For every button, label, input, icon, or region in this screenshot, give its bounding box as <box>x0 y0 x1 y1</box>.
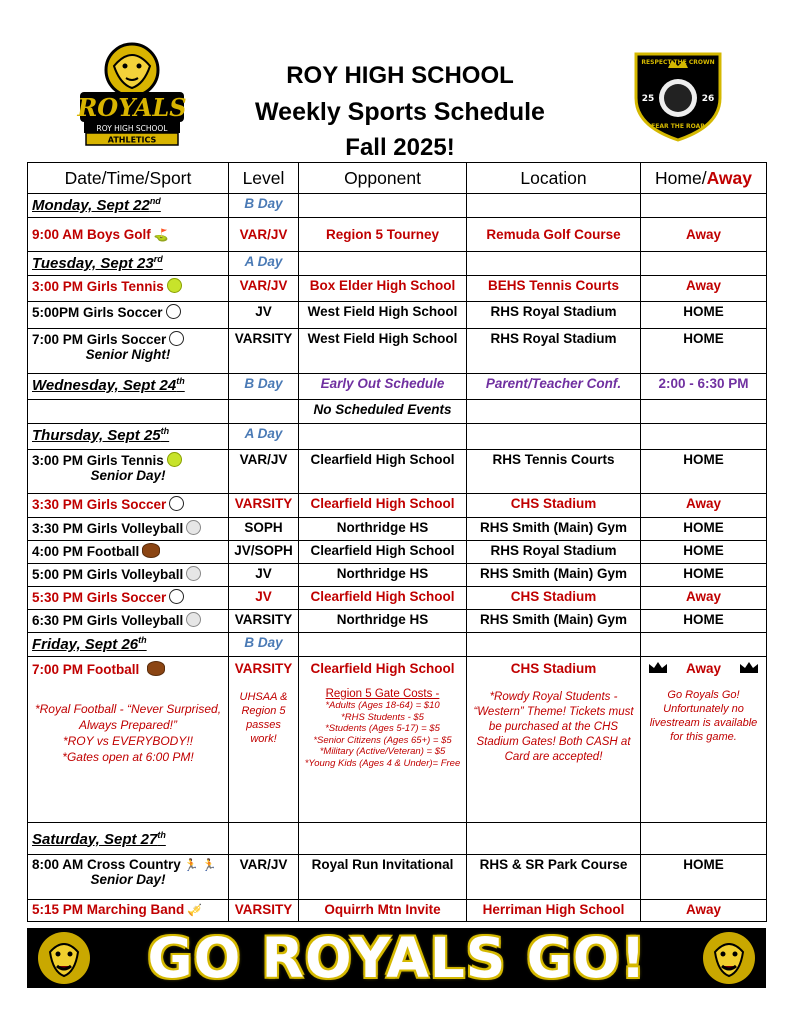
day-text: Monday, Sept 22 <box>32 197 150 214</box>
event-level: JV <box>229 302 299 329</box>
empty-cell <box>641 633 767 657</box>
event-opponent: Northridge HS <box>299 518 467 541</box>
table-row <box>28 587 767 610</box>
event-note: Senior Day! <box>90 468 166 483</box>
banner-text: GO ROYALS GO! <box>147 928 647 988</box>
table-row <box>28 518 767 541</box>
event-note: Senior Day! <box>90 872 166 887</box>
event-level: VAR/JV <box>229 855 299 900</box>
royals-athletics-logo <box>74 36 190 148</box>
location-note: *Rowdy Royal Students - “Western” Theme! Tickets must be purchased at the CHS Stadium Gates! Both CASH at Card are accepted! <box>473 691 634 763</box>
day-suffix: th <box>138 635 147 645</box>
badge-bottom-text: FEAR THE ROAR <box>651 123 705 130</box>
trumpet-icon: 🎺 <box>187 903 203 917</box>
logo-text: ROYALS <box>77 93 187 122</box>
col-header-level: Level <box>229 163 299 194</box>
event-home-away: Away <box>641 900 767 922</box>
game-note: *Royal Football - “Never Surprised, Always Prepared!” <box>34 702 222 732</box>
table-row <box>28 450 767 494</box>
day-tag: B Day <box>229 633 299 657</box>
table-row <box>28 302 767 329</box>
day-text: Friday, Sept 26 <box>32 636 139 653</box>
event-location: RHS Smith (Main) Gym <box>467 518 641 541</box>
event-time <box>28 518 229 541</box>
day-suffix: th <box>160 426 170 436</box>
event-opponent: Clearfield High School <box>299 587 467 610</box>
event-home-away: 2:00 - 6:30 PM <box>641 374 767 400</box>
event-level: VAR/JV <box>229 450 299 494</box>
event-location: RHS Royal Stadium <box>467 329 641 374</box>
season-title: Fall 2025! <box>345 134 455 161</box>
event-home-away: HOME <box>641 518 767 541</box>
event-home-away: HOME <box>641 541 767 564</box>
event-location: RHS & SR Park Course <box>467 855 641 900</box>
empty-cell <box>229 400 299 424</box>
event-level: VARSITY <box>229 900 299 922</box>
event-location: BEHS Tennis Courts <box>467 276 641 302</box>
crown-icon <box>648 661 668 675</box>
event-location: RHS Smith (Main) Gym <box>467 610 641 633</box>
location-text: CHS Stadium <box>510 661 597 676</box>
event-text: 6:30 PM Girls Volleyball <box>32 613 184 628</box>
event-home-away: HOME <box>641 564 767 587</box>
event-time <box>28 587 229 610</box>
event-opponent: Northridge HS <box>299 564 467 587</box>
event-time <box>28 657 229 823</box>
gate-cost-line: *Young Kids (Ages 4 & Under)= Free <box>304 757 461 769</box>
game-note: *ROY vs EVERYBODY!! <box>62 734 194 748</box>
go-royals-banner <box>27 928 766 988</box>
tennis-ball-icon <box>167 278 182 293</box>
empty-cell <box>28 400 229 424</box>
lion-head-icon <box>33 930 95 986</box>
empty-cell <box>299 252 467 276</box>
event-home-away: Away <box>641 587 767 610</box>
day-label <box>28 252 229 276</box>
soccer-ball-icon <box>169 331 184 346</box>
football-icon <box>142 543 160 558</box>
event-text: 7:00 PM Girls Soccer <box>32 332 167 347</box>
day-label <box>28 633 229 657</box>
soccer-ball-icon <box>169 496 184 511</box>
game-note: *Gates open at 6:00 PM! <box>62 750 194 764</box>
table-row <box>28 494 767 518</box>
day-tag: A Day <box>229 252 299 276</box>
golfer-icon: ⛳ <box>153 228 169 242</box>
event-time <box>28 900 229 922</box>
table-row <box>28 610 767 633</box>
header <box>0 0 801 162</box>
event-text: 3:00 PM Girls Tennis <box>32 453 164 468</box>
livestream-note: Go Royals Go! Unfortunately no livestream is available for this game. <box>649 689 758 743</box>
day-suffix: th <box>176 376 185 386</box>
event-time <box>28 276 229 302</box>
day-suffix: th <box>157 829 166 840</box>
empty-cell <box>467 400 641 424</box>
event-opponent: Clearfield High School <box>299 541 467 564</box>
event-opponent: Region 5 Tourney <box>299 218 467 252</box>
day-label <box>28 194 229 218</box>
event-opponent: Northridge HS <box>299 610 467 633</box>
day-row-wednesday <box>28 374 767 400</box>
logo-sub2: ATHLETICS <box>107 135 157 145</box>
crown-icon <box>739 661 759 675</box>
col-header-date: Date/Time/Sport <box>28 163 229 194</box>
empty-cell <box>299 424 467 450</box>
soccer-ball-icon <box>166 304 181 319</box>
event-home-away: Away <box>641 494 767 518</box>
respect-the-crown-badge <box>632 48 724 142</box>
gate-cost-line: *Adults (Ages 18-64) = $10 <box>325 700 440 711</box>
event-time <box>28 218 229 252</box>
table-row <box>28 329 767 374</box>
event-home-away: HOME <box>641 329 767 374</box>
empty-cell <box>467 252 641 276</box>
lion-head-icon <box>698 930 760 986</box>
event-level: SOPH <box>229 518 299 541</box>
event-opponent: Early Out Schedule <box>299 374 467 400</box>
event-time <box>28 450 229 494</box>
event-home-away: HOME <box>641 610 767 633</box>
event-opponent: West Field High School <box>299 329 467 374</box>
day-label <box>28 424 229 450</box>
event-time <box>28 610 229 633</box>
table-row <box>28 276 767 302</box>
schedule-subtitle: Weekly Sports Schedule <box>255 98 545 126</box>
event-text: 3:00 PM Girls Tennis <box>32 279 164 294</box>
event-time <box>28 855 229 900</box>
badge-left-number: 25 <box>641 94 655 104</box>
volleyball-icon <box>186 566 201 581</box>
event-home-away: HOME <box>641 450 767 494</box>
event-level: VARSITY <box>229 610 299 633</box>
empty-cell <box>641 194 767 218</box>
event-text: 8:00 AM Cross Country <box>32 857 181 872</box>
badge-top-text: RESPECT THE CROWN <box>641 59 715 66</box>
day-text: Tuesday, Sept 23 <box>32 255 154 272</box>
empty-cell <box>467 823 641 855</box>
day-suffix: nd <box>149 196 161 206</box>
event-time <box>28 494 229 518</box>
event-location <box>467 657 641 823</box>
away-label: Away <box>706 167 752 188</box>
home-away-text: Away <box>685 661 722 676</box>
event-opponent: West Field High School <box>299 302 467 329</box>
event-location: CHS Stadium <box>467 587 641 610</box>
table-row <box>28 400 767 424</box>
day-row-saturday <box>28 823 767 855</box>
gate-cost-line: *Senior Citizens (Ages 65+) = $5 <box>313 734 452 746</box>
runner-icon: 🏃 <box>201 858 217 872</box>
football-icon <box>147 661 165 676</box>
home-label: Home/ <box>655 167 707 188</box>
day-label <box>28 374 229 400</box>
event-location: CHS Stadium <box>467 494 641 518</box>
event-level: VARSITY <box>229 329 299 374</box>
event-opponent: Box Elder High School <box>299 276 467 302</box>
event-home-away: HOME <box>641 302 767 329</box>
event-time <box>28 302 229 329</box>
empty-cell <box>467 633 641 657</box>
day-text: Thursday, Sept 25 <box>32 427 161 444</box>
event-text: 9:00 AM Boys Golf <box>32 227 151 242</box>
empty-cell <box>299 194 467 218</box>
event-opponent: Clearfield High School <box>299 450 467 494</box>
logo-sub: ROY HIGH SCHOOL <box>96 124 168 133</box>
empty-cell <box>467 424 641 450</box>
event-location: RHS Smith (Main) Gym <box>467 564 641 587</box>
event-text: 3:30 PM Girls Soccer <box>32 497 167 512</box>
event-opponent: Royal Run Invitational <box>299 855 467 900</box>
event-level: VAR/JV <box>229 218 299 252</box>
event-location: RHS Royal Stadium <box>467 541 641 564</box>
empty-cell <box>641 424 767 450</box>
event-note: Senior Night! <box>85 347 171 362</box>
table-row <box>28 855 767 900</box>
event-opponent: Oquirrh Mtn Invite <box>299 900 467 922</box>
day-label <box>28 823 229 855</box>
tennis-ball-icon <box>167 452 182 467</box>
table-row <box>28 218 767 252</box>
event-text: 7:00 PM Football <box>32 662 140 677</box>
event-text: 5:00PM Girls Soccer <box>32 305 163 320</box>
event-location: Herriman High School <box>467 900 641 922</box>
day-row-tuesday <box>28 252 767 276</box>
event-time <box>28 564 229 587</box>
school-name: ROY HIGH SCHOOL <box>286 62 514 89</box>
event-text: 5:00 PM Girls Volleyball <box>32 567 184 582</box>
event-text: 4:00 PM Football <box>32 544 140 559</box>
day-tag: B Day <box>229 374 299 400</box>
opponent-text: Clearfield High School <box>310 661 455 676</box>
empty-cell <box>641 400 767 424</box>
empty-cell <box>641 823 767 855</box>
event-level: JV <box>229 564 299 587</box>
day-text: Saturday, Sept 27 <box>32 830 158 848</box>
schedule-table <box>27 162 767 922</box>
day-row-thursday <box>28 424 767 450</box>
event-location: RHS Royal Stadium <box>467 302 641 329</box>
empty-cell <box>299 633 467 657</box>
empty-cell <box>229 823 299 855</box>
col-header-location: Location <box>467 163 641 194</box>
day-suffix: rd <box>153 254 163 264</box>
empty-cell <box>467 194 641 218</box>
event-location: Remuda Golf Course <box>467 218 641 252</box>
level-note: UHSAA & Region 5 passes work! <box>239 691 288 745</box>
event-opponent: Clearfield High School <box>299 494 467 518</box>
table-row <box>28 900 767 922</box>
level-text: VARSITY <box>234 661 293 676</box>
gate-cost-line: *Military (Active/Veteran) = $5 <box>319 746 446 757</box>
event-time <box>28 541 229 564</box>
event-text: 5:15 PM Marching Band <box>32 902 185 917</box>
event-time <box>28 329 229 374</box>
empty-cell <box>299 823 467 855</box>
col-header-home-away <box>641 163 767 194</box>
gate-cost-line: *RHS Students - $5 <box>341 711 424 723</box>
event-text: 5:30 PM Girls Soccer <box>32 590 167 605</box>
no-events-note: No Scheduled Events <box>299 400 467 424</box>
table-row-featured-game <box>28 657 767 823</box>
event-location: RHS Tennis Courts <box>467 450 641 494</box>
table-header-row <box>28 163 767 194</box>
col-header-opponent: Opponent <box>299 163 467 194</box>
event-home-away <box>641 657 767 823</box>
event-home-away: HOME <box>641 855 767 900</box>
day-tag: B Day <box>229 194 299 218</box>
event-level: VAR/JV <box>229 276 299 302</box>
table-row <box>28 541 767 564</box>
soccer-ball-icon <box>169 589 184 604</box>
event-opponent <box>299 657 467 823</box>
volleyball-icon <box>186 612 201 627</box>
event-home-away: Away <box>641 218 767 252</box>
volleyball-icon <box>186 520 201 535</box>
event-level <box>229 657 299 823</box>
event-level: JV/SOPH <box>229 541 299 564</box>
event-level: JV <box>229 587 299 610</box>
day-tag: A Day <box>229 424 299 450</box>
gate-cost-line: *Students (Ages 5-17) = $5 <box>325 723 440 734</box>
empty-cell <box>641 252 767 276</box>
day-row-monday <box>28 194 767 218</box>
day-text: Wednesday, Sept 24 <box>32 377 177 394</box>
event-location: Parent/Teacher Conf. <box>467 374 641 400</box>
badge-right-number: 26 <box>701 94 715 104</box>
event-home-away: Away <box>641 276 767 302</box>
event-level: VARSITY <box>229 494 299 518</box>
gate-costs-title: Region 5 Gate Costs - <box>325 688 440 700</box>
event-text: 3:30 PM Girls Volleyball <box>32 521 184 536</box>
day-row-friday <box>28 633 767 657</box>
table-row <box>28 564 767 587</box>
runner-icon: 🏃 <box>183 858 199 872</box>
